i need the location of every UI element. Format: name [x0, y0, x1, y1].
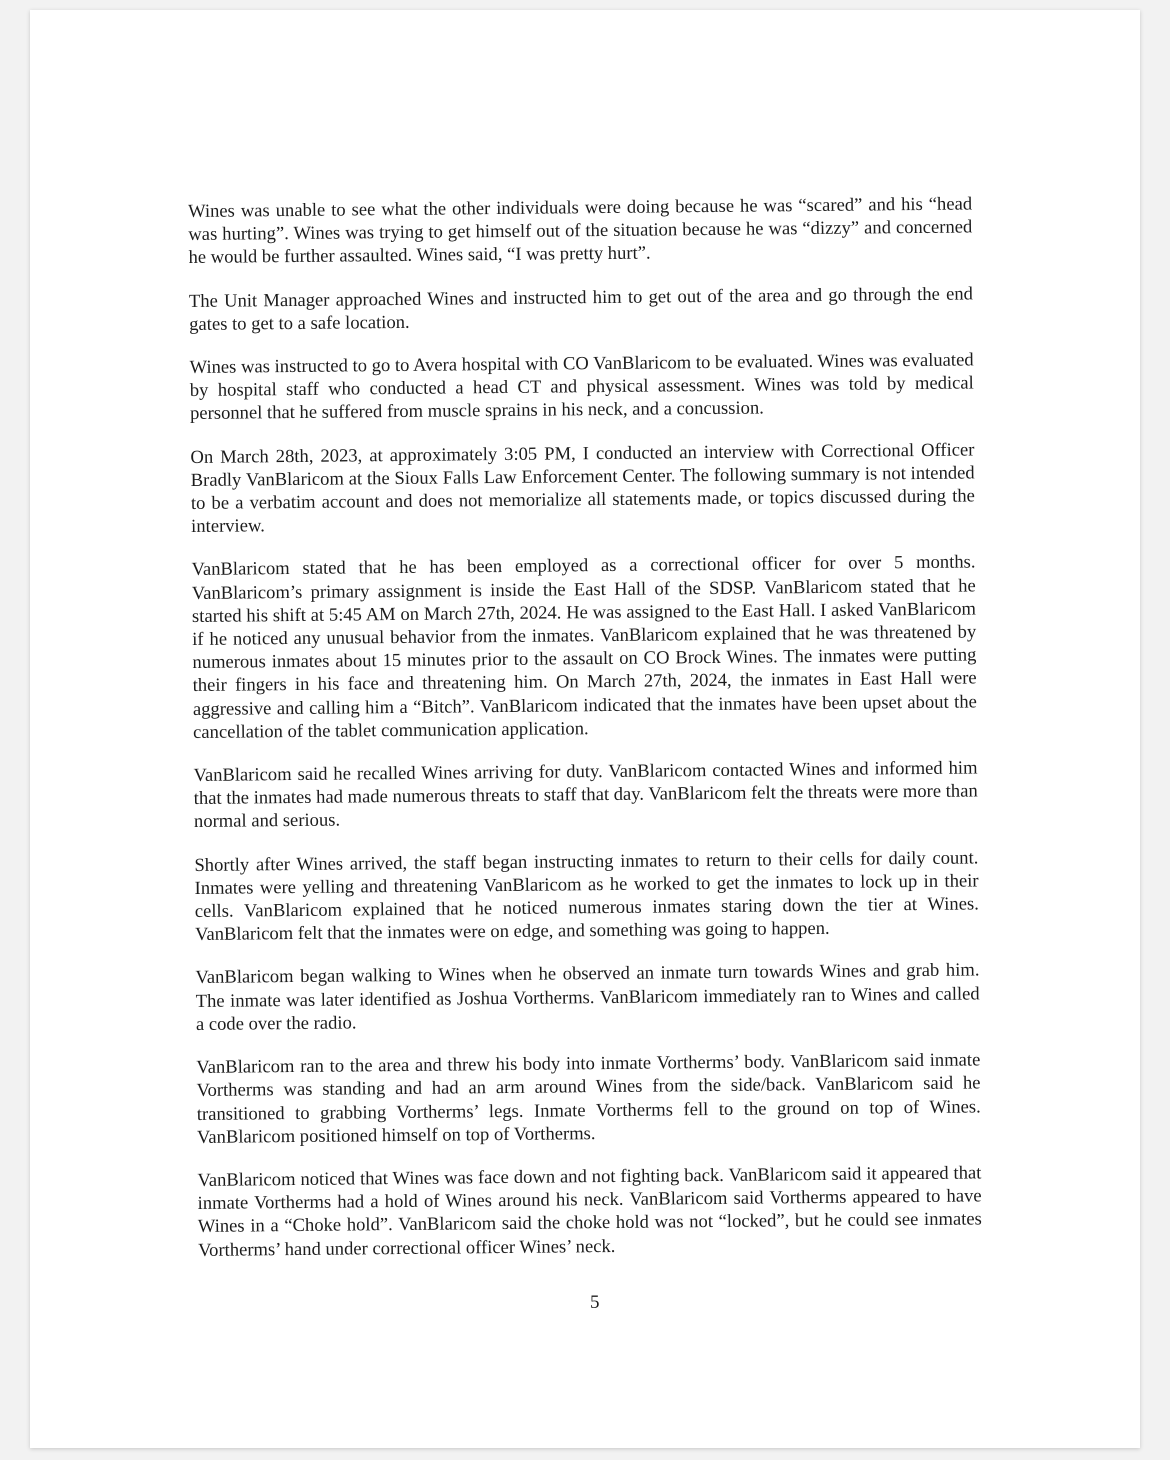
paragraph-1: Wines was unable to see what the other individuals were doing because he was “scared” and his “head was hurting”. Wines was trying to get himself out of the situation because he was “dizzy” and concerned he would be further assaulted. Wines said, “I was pretty hurt”.: [188, 193, 973, 269]
paragraph-8: VanBlaricom began walking to Wines when he observed an inmate turn towards Wines and grab him. The inmate was later identified as Joshua Vortherms. VanBlaricom immediately ran to Wines and called a code over the radio.: [195, 959, 980, 1035]
paragraph-7: Shortly after Wines arrived, the staff began instructing inmates to return to their cells for daily count. Inmates were yelling and threatening VanBlaricom as he worked to get the inmates to lock up in their cells. VanBlaricom explained that he noticed numerous inmates staring down the tier at Wines. VanBlaricom felt that the inmates were on edge, and something was going to happen.: [194, 847, 979, 946]
paragraph-3: Wines was instructed to go to Avera hospital with CO VanBlaricom to be evaluated. Wines was evaluated by hospital staff who conducted a head CT and physical assessment. Wines was told by medical personnel that he suffered from muscle sprains in his neck, and a concussion.: [189, 349, 974, 425]
paragraph-9: VanBlaricom ran to the area and threw his body into inmate Vortherms’ body. VanBlaricom said inmate Vortherms was standing and had an arm around Wines from the side/back. VanBlaricom said he transitioned to grabbing Vortherms’ legs. Inmate Vortherms fell to the ground on top of Wines. VanBlaricom positioned himself on top of Vortherms.: [196, 1049, 981, 1148]
paragraph-6: VanBlaricom said he recalled Wines arriving for duty. VanBlaricom contacted Wines and informed him that the inmates had made numerous threats to staff that day. VanBlaricom felt the threats were more than normal and serious.: [193, 757, 978, 833]
page-number: 5: [590, 1292, 600, 1313]
paragraph-5: VanBlaricom stated that he has been employed as a correctional officer for over 5 months. VanBlaricom’s primary assignment is inside the East Hall of the SDSP. VanBlaricom stated that he started his shift at 5:45 AM on March 27th, 2024. He was assigned to the East Hall. I asked VanBlaricom if he noticed any unusual behavior from the inmates. VanBlaricom explained that he was threatened by numerous inmates about 15 minutes prior to the assault on CO Brock Wines. The inmates were putting their fingers in his face and threatening him. On March 27th, 2024, the inmates in East Hall were aggressive and calling him a “Bitch”. VanBlaricom indicated that the inmates have been upset about the cancellation of the tablet communication application.: [191, 551, 977, 743]
paragraph-2: The Unit Manager approached Wines and instructed him to get out of the area and go through the end gates to get to a safe location.: [188, 283, 974, 335]
paragraph-4: On March 28th, 2023, at approximately 3:05 PM, I conducted an interview with Correctional Officer Bradly VanBlaricom at the Sioux Falls Law Enforcement Center. The following summary is not intended to be a verbatim account and does not memorialize all statements made, or topics discussed during the interview.: [190, 439, 975, 538]
paragraph-10: VanBlaricom noticed that Wines was face down and not fighting back. VanBlaricom said it appeared that inmate Vortherms had a hold of Wines around his neck. VanBlaricom said Vortherms appeared to have Wines in a “Choke hold”. VanBlaricom said the choke hold was not “locked”, but he could see inmates Vortherms’ hand under correctional officer Wines’ neck.: [197, 1162, 982, 1261]
document-page: [30, 10, 1140, 1448]
document-body: [188, 192, 982, 1281]
